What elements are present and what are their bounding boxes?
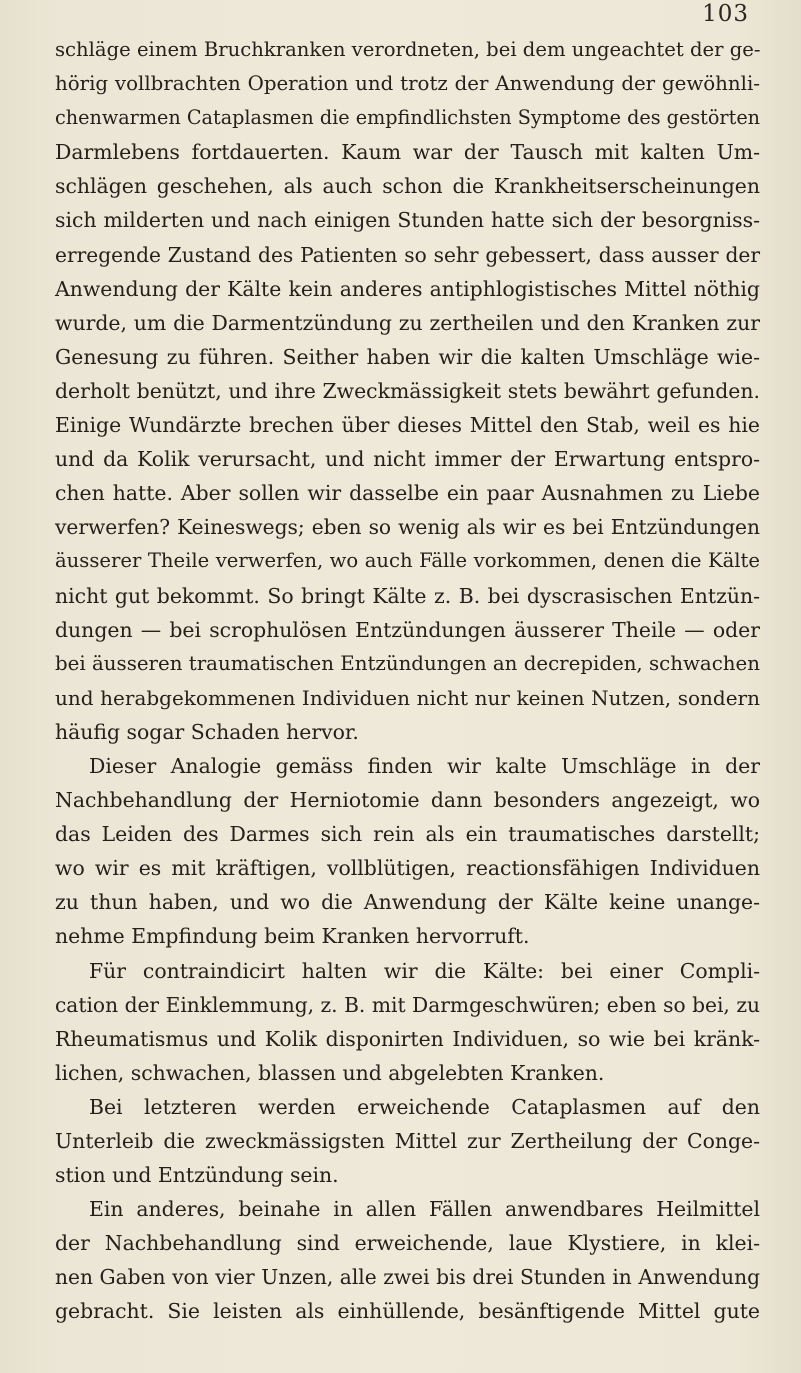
text-line: Darmlebens fortdauerten. Kaum war der Tausch mit kalten Um- [55, 140, 760, 165]
text-line: hörig vollbrachten Operation und trotz der Anwendung der gewöhnli- [55, 72, 760, 96]
text-line: nen Gaben von vier Unzen, alle zwei bis drei Stunden in Anwendung [55, 1265, 760, 1290]
text-line: der Nachbehandlung sind erweichende, laue Klystiere, in klei- [55, 1231, 760, 1256]
text-line: äusserer Theile verwerfen, wo auch Fälle vorkommen, denen die Kälte [55, 549, 760, 573]
page-number: 103 [702, 1, 749, 27]
text-line: chen hatte. Aber sollen wir dasselbe ein paar Ausnahmen zu Liebe [55, 481, 760, 506]
text-line: verwerfen? Keineswegs; eben so wenig als wir es bei Entzündungen [55, 515, 760, 540]
text-line: Rheumatismus und Kolik disponirten Individuen, so wie bei kränk- [55, 1026, 760, 1051]
paragraph-start-line: Ein anderes, beinahe in allen Fällen anwendbares Heilmittel [89, 1197, 760, 1222]
text-line: das Leiden des Darmes sich rein als ein traumatisches darstellt; [55, 822, 760, 847]
paragraph-end-line: häufig sogar Schaden hervor. [55, 719, 359, 744]
paragraph-start-line: Dieser Analogie gemäss finden wir kalte Umschläge in der [89, 753, 760, 778]
text-line: cation der Einklemmung, z. B. mit Darmgeschwüren; eben so bei, zu [55, 992, 760, 1017]
text-line: und herabgekommenen Individuen nicht nur keinen Nutzen, sondern [55, 685, 760, 710]
paragraph-end-line: stion und Entzündung sein. [55, 1163, 339, 1188]
text-line: gebracht. Sie leisten als einhüllende, besänftigende Mittel gute [55, 1299, 760, 1324]
text-line: Unterleib die zweckmässigsten Mittel zur Zertheilung der Conge- [55, 1129, 760, 1153]
paragraph-end-line: lichen, schwachen, blassen und abgelebten Kranken. [55, 1060, 605, 1085]
text-line: schläge einem Bruchkranken verordneten, bei dem ungeachtet der ge- [55, 38, 761, 61]
text-line: bei äusseren traumatischen Entzündungen an decrepiden, schwachen [55, 651, 760, 675]
text-line: dungen — bei scrophulösen Entzündungen äusserer Theile — oder [55, 617, 760, 642]
text-line: und da Kolik verursacht, und nicht immer der Erwartung entspro- [55, 447, 760, 472]
body-text [55, 33, 760, 1329]
text-line: chenwarmen Cataplasmen die empfindlichsten Symptome des gestörten [55, 106, 761, 130]
text-line: nicht gut bekommt. So bringt Kälte z. B. bei dyscrasischen Entzün- [55, 583, 760, 608]
text-line: sich milderten und nach einigen Stunden hatte sich der besorgniss- [55, 208, 760, 233]
paragraph-start-line: Bei letzteren werden erweichende Cataplasmen auf den [89, 1094, 760, 1119]
text-line: Genesung zu führen. Seither haben wir die kalten Umschläge wie- [55, 344, 760, 369]
text-line: zu thun haben, und wo die Anwendung der Kälte keine unange- [55, 890, 760, 915]
text-line: Einige Wundärzte brechen über dieses Mittel den Stab, weil es hie [55, 413, 760, 438]
paragraph-end-line: nehme Empfindung beim Kranken hervorruft. [55, 924, 530, 949]
text-line: Anwendung der Kälte kein anderes antiphlogistisches Mittel nöthig [55, 276, 760, 301]
text-line: erregende Zustand des Patienten so sehr gebessert, dass ausser der [55, 242, 760, 267]
text-line: Nachbehandlung der Herniotomie dann besonders angezeigt, wo [55, 788, 760, 813]
text-line: schlägen geschehen, als auch schon die Krankheitserscheinungen [55, 174, 760, 199]
paragraph-start-line: Für contraindicirt halten wir die Kälte: bei einer Compli- [89, 958, 760, 983]
text-line: wurde, um die Darmentzündung zu zertheilen und den Kranken zur [55, 310, 760, 335]
text-line: wo wir es mit kräftigen, vollblütigen, reactionsfähigen Individuen [55, 856, 760, 881]
text-line: derholt benützt, und ihre Zweckmässigkeit stets bewährt gefunden. [55, 378, 760, 403]
